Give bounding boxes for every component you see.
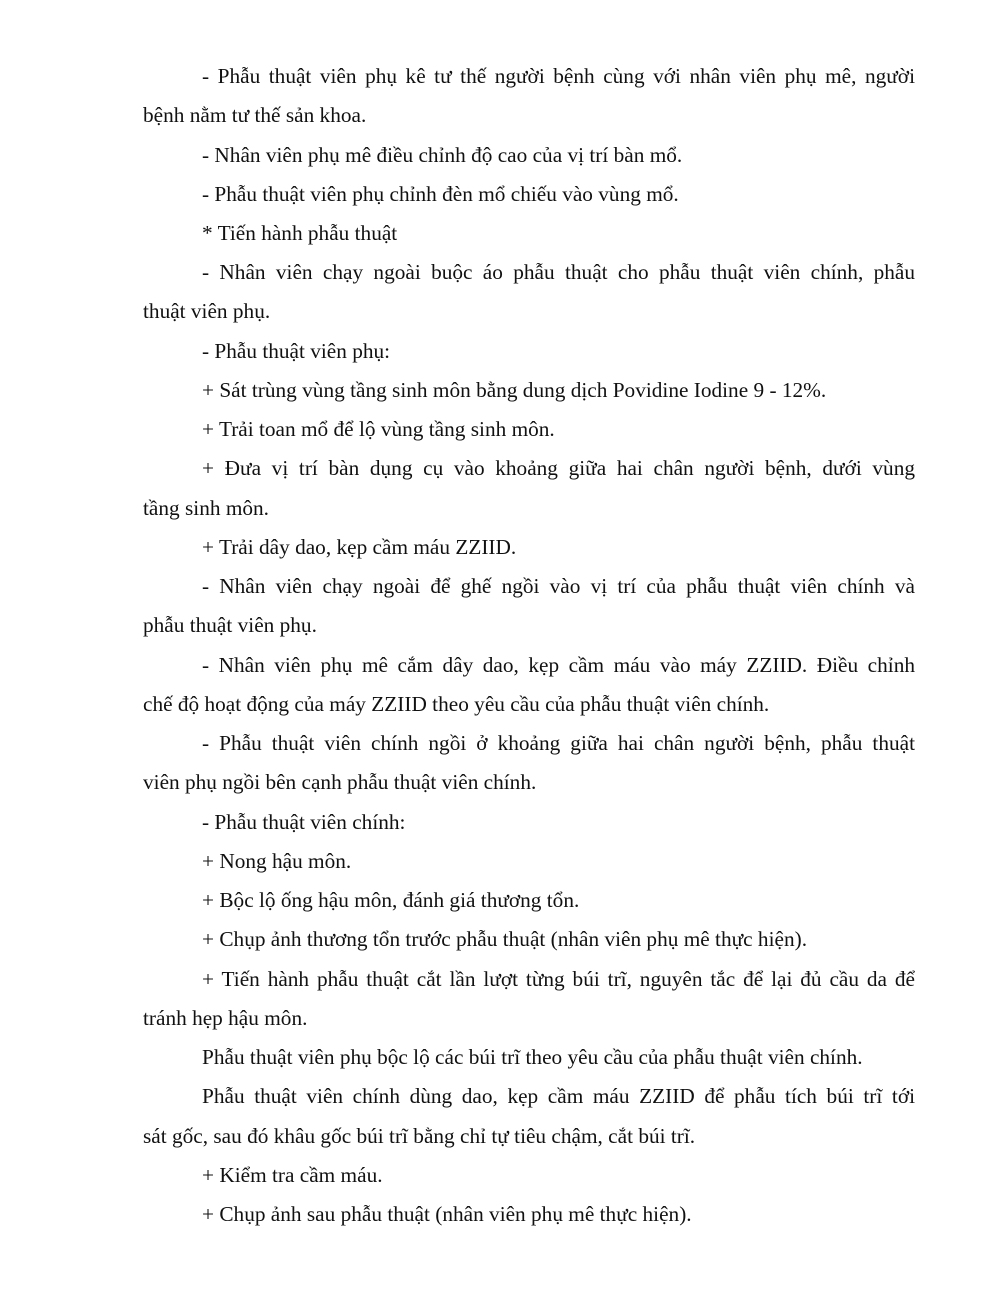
text-line: - Phẫu thuật viên phụ chỉnh đèn mổ chiếu vào vùng mổ. xyxy=(202,182,679,206)
text-line: + Đưa vị trí bàn dụng cụ vào khoảng giữa hai chân người bệnh, dưới vùng xyxy=(202,456,915,480)
text-line: + Bộc lộ ống hậu môn, đánh giá thương tổn. xyxy=(202,888,580,912)
text-line: tầng sinh môn. xyxy=(143,496,270,520)
text-line: - Nhân viên chạy ngoài để ghế ngồi vào vị trí của phẫu thuật viên chính và xyxy=(202,574,915,598)
text-line: - Phẫu thuật viên chính: xyxy=(202,810,406,834)
text-line: bệnh nằm tư thế sản khoa. xyxy=(143,103,367,127)
text-line: Phẫu thuật viên phụ bộc lộ các búi trĩ theo yêu cầu của phẫu thuật viên chính. xyxy=(202,1045,863,1069)
text-line: + Chụp ảnh thương tổn trước phẫu thuật (nhân viên phụ mê thực hiện). xyxy=(202,927,808,951)
text-line: tránh hẹp hậu môn. xyxy=(143,1006,308,1030)
text-line: - Nhân viên phụ mê điều chỉnh độ cao của vị trí bàn mổ. xyxy=(202,143,683,167)
text-line: - Phẫu thuật viên phụ: xyxy=(202,339,391,363)
text-line: + Nong hậu môn. xyxy=(202,849,352,873)
text-line: + Kiểm tra cầm máu. xyxy=(202,1163,383,1187)
text-line: Phẫu thuật viên chính dùng dao, kẹp cầm máu ZZIID để phẫu tích búi trĩ tới xyxy=(202,1084,915,1108)
text-line: - Phẫu thuật viên phụ kê tư thế người bệnh cùng với nhân viên phụ mê, người xyxy=(202,64,915,88)
text-line: + Chụp ảnh sau phẫu thuật (nhân viên phụ mê thực hiện). xyxy=(202,1202,692,1226)
text-line: + Tiến hành phẫu thuật cắt lần lượt từng búi trĩ, nguyên tắc để lại đủ cầu da để xyxy=(202,967,915,991)
text-line: chế độ hoạt động của máy ZZIID theo yêu cầu của phẫu thuật viên chính. xyxy=(143,692,770,716)
text-line: + Trải dây dao, kẹp cầm máu ZZIID. xyxy=(202,535,517,559)
section-heading: * Tiến hành phẫu thuật xyxy=(202,221,398,245)
text-line: - Nhân viên phụ mê cắm dây dao, kẹp cầm máu vào máy ZZIID. Điều chỉnh xyxy=(202,653,915,677)
text-line: - Nhân viên chạy ngoài buộc áo phẫu thuật cho phẫu thuật viên chính, phẫu xyxy=(202,260,915,284)
text-line: + Trải toan mổ để lộ vùng tầng sinh môn. xyxy=(202,417,555,441)
text-line: viên phụ ngồi bên cạnh phẫu thuật viên chính. xyxy=(143,770,537,794)
text-line: sát gốc, sau đó khâu gốc búi trĩ bằng chỉ tự tiêu chậm, cắt búi trĩ. xyxy=(143,1124,696,1148)
text-line: phẫu thuật viên phụ. xyxy=(143,613,317,637)
text-line: + Sát trùng vùng tầng sinh môn bằng dung dịch Povidine Iodine 9 - 12%. xyxy=(202,378,827,402)
text-line: thuật viên phụ. xyxy=(143,299,271,323)
text-line: - Phẫu thuật viên chính ngồi ở khoảng giữa hai chân người bệnh, phẫu thuật xyxy=(202,731,915,755)
